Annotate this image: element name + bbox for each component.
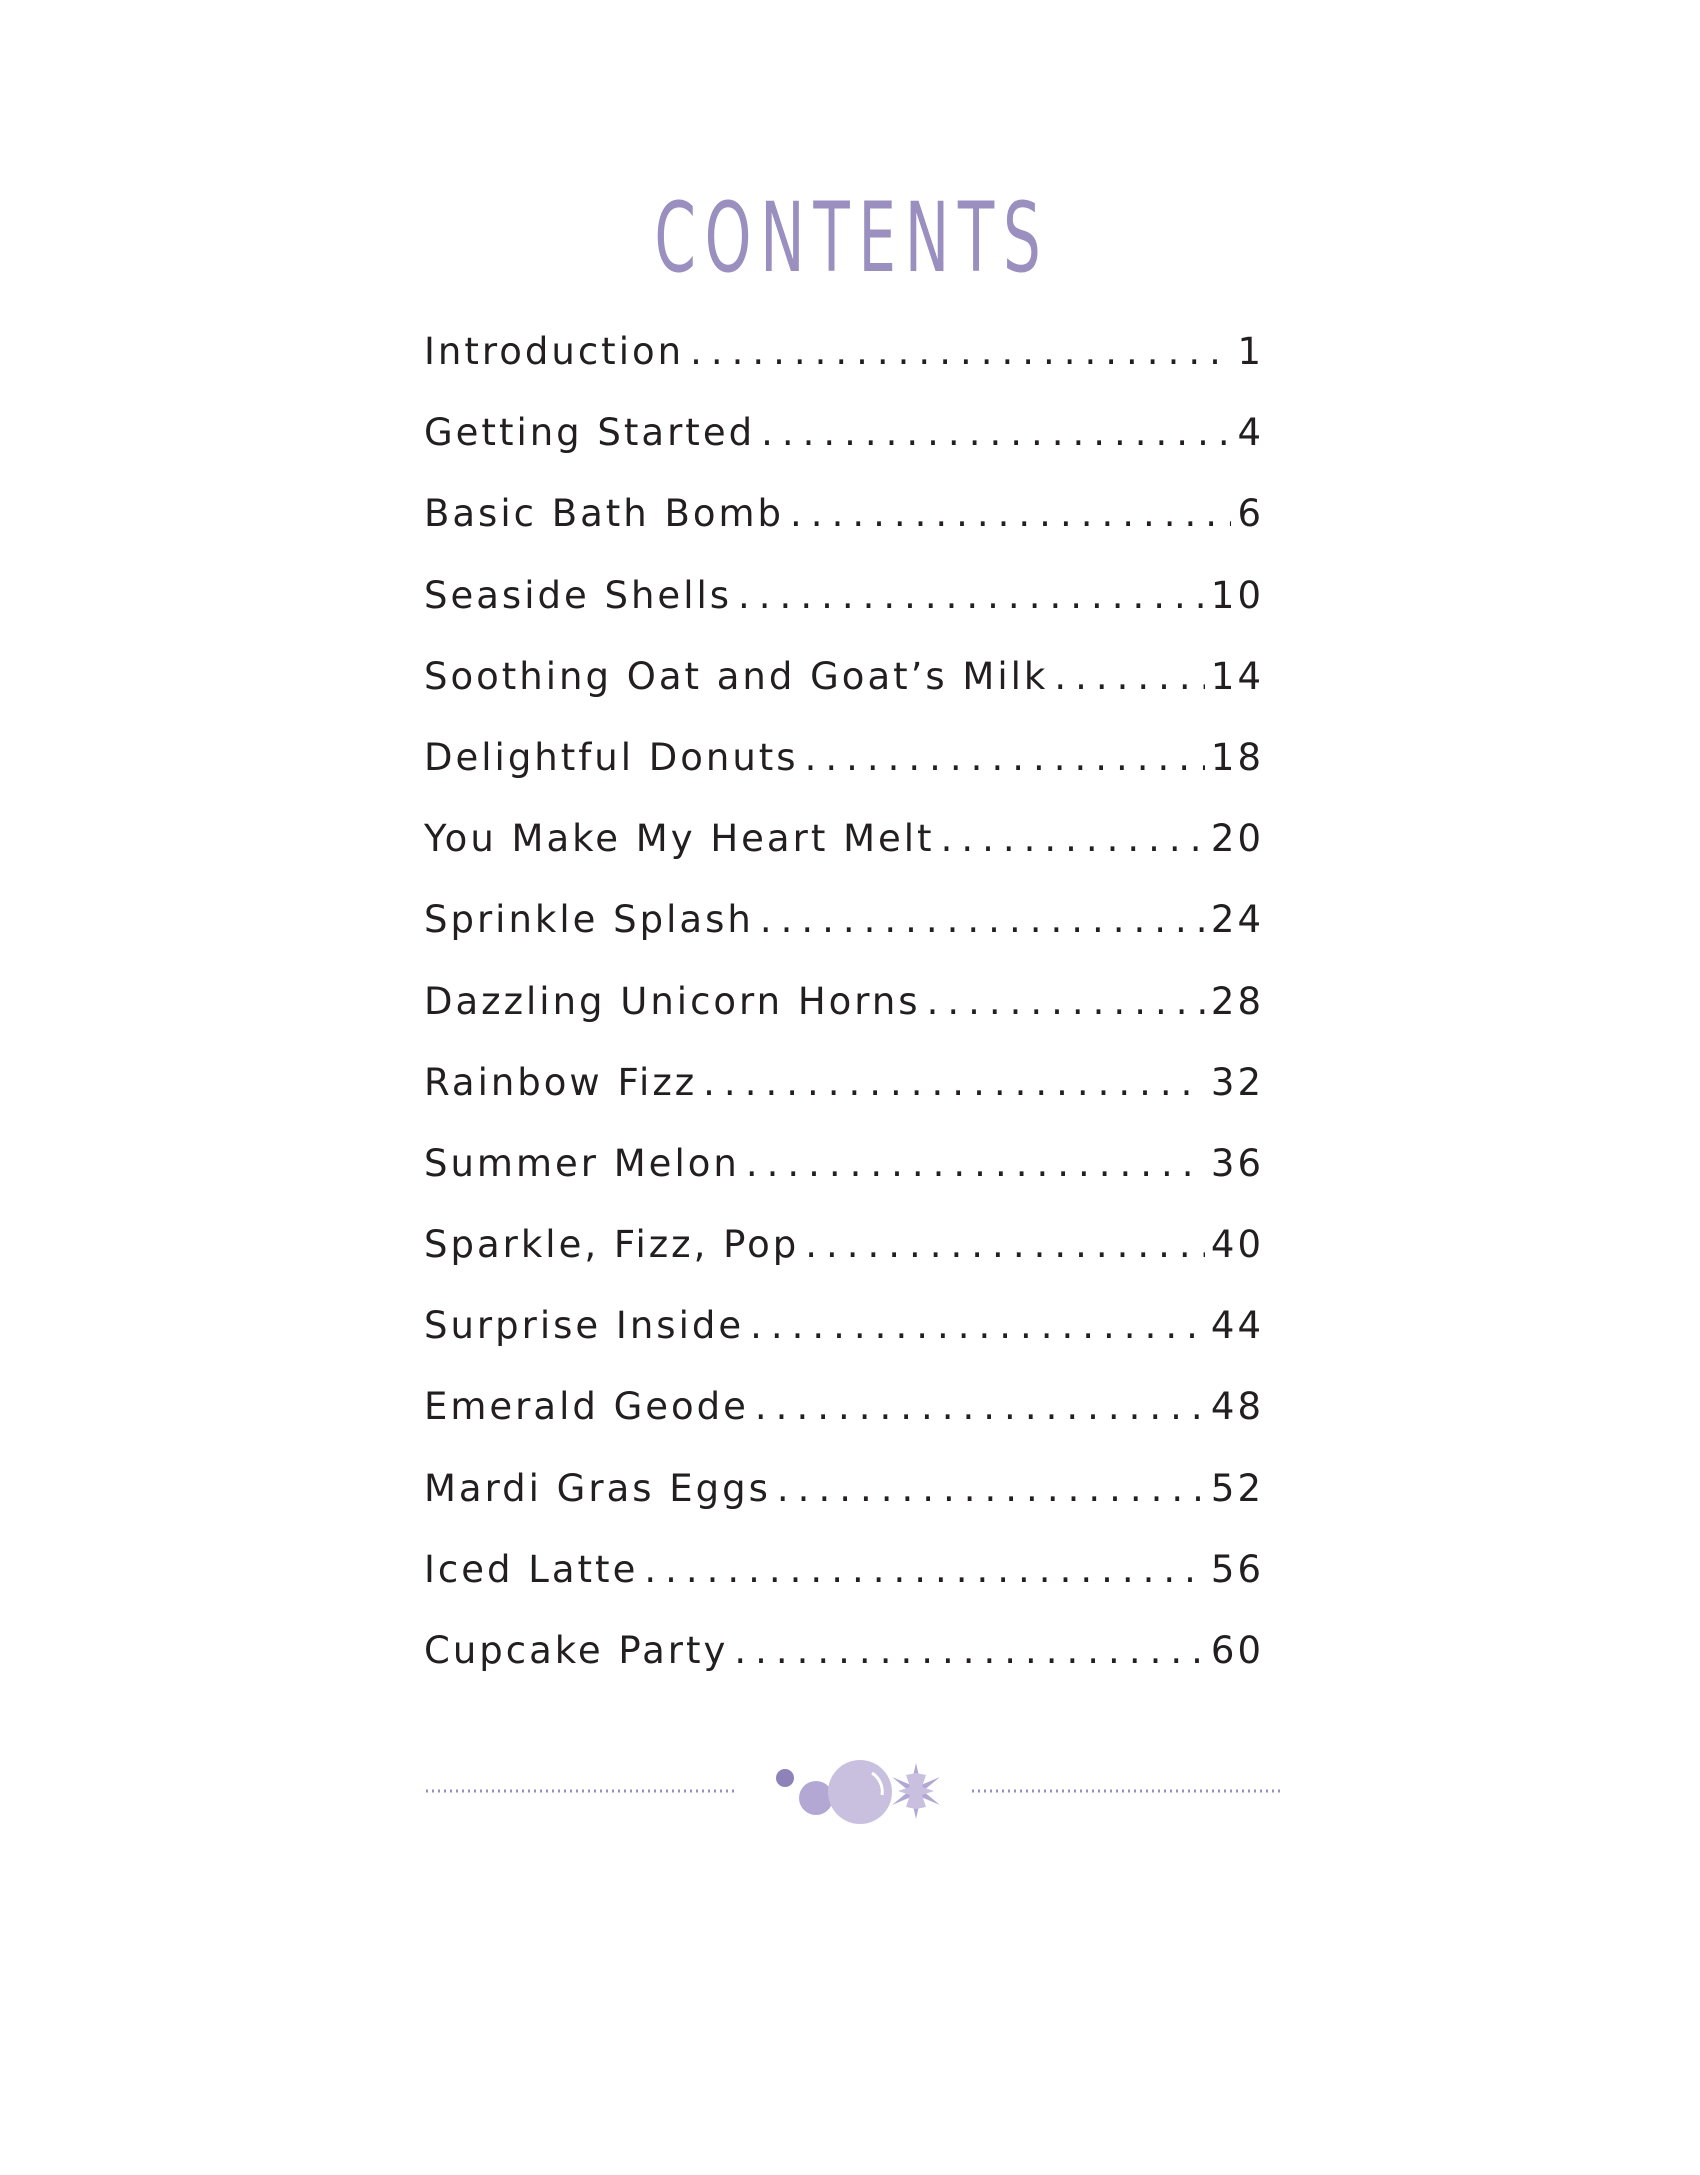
toc-entry-delightful-donuts[interactable] xyxy=(424,736,1264,817)
toc-entry-sparkle-fizz-pop[interactable] xyxy=(424,1223,1264,1304)
toc-leader-dots xyxy=(760,898,1205,941)
toc-leader-dots xyxy=(690,330,1231,373)
toc-entry-label: Sprinkle Splash xyxy=(424,898,754,942)
toc-entry-label: Soothing Oat and Goat’s Milk xyxy=(424,654,1049,698)
toc-entry-page: 28 xyxy=(1210,979,1264,1023)
bubble-small-icon xyxy=(776,1769,794,1787)
toc-leader-dots xyxy=(750,1304,1205,1347)
toc-leader-dots xyxy=(805,1223,1205,1266)
toc-entry-label: Mardi Gras Eggs xyxy=(424,1466,771,1510)
toc-entry-label: Cupcake Party xyxy=(424,1629,729,1672)
toc-entry-label: Basic Bath Bomb xyxy=(424,492,785,536)
toc-leader-dots xyxy=(755,1385,1205,1428)
toc-entry-emerald-geode[interactable] xyxy=(424,1385,1264,1466)
toc-entry-page: 56 xyxy=(1210,1547,1264,1591)
toc-entry-label: Summer Melon xyxy=(424,1141,740,1185)
toc-entry-page: 4 xyxy=(1237,411,1264,455)
toc-entry-sprinkle-splash[interactable] xyxy=(424,898,1264,979)
toc-entry-seaside-shells[interactable] xyxy=(424,574,1264,655)
toc-entry-page: 10 xyxy=(1210,573,1264,617)
toc-entry-label: You Make My Heart Melt xyxy=(424,817,935,861)
toc-entry-summer-melon[interactable] xyxy=(424,1142,1264,1223)
toc-entry-page: 52 xyxy=(1210,1466,1264,1510)
toc-entry-page: 48 xyxy=(1210,1385,1264,1429)
toc-leader-dots xyxy=(777,1467,1205,1510)
toc-entry-iced-latte[interactable] xyxy=(424,1548,1264,1629)
toc-entry-label: Dazzling Unicorn Horns xyxy=(424,979,921,1023)
toc-entry-unicorn-horns[interactable] xyxy=(424,980,1264,1061)
toc-leader-dots xyxy=(734,1629,1205,1672)
toc-entry-label: Delightful Donuts xyxy=(424,735,799,779)
table-of-contents xyxy=(424,330,1264,1710)
toc-leader-dots xyxy=(805,736,1205,779)
toc-leader-dots xyxy=(1054,655,1205,698)
toc-entry-page: 6 xyxy=(1237,492,1264,536)
toc-entry-page: 20 xyxy=(1210,817,1264,861)
toc-entry-surprise-inside[interactable] xyxy=(424,1304,1264,1385)
toc-entry-page: 18 xyxy=(1210,735,1264,779)
toc-entry-label: Surprise Inside xyxy=(424,1304,745,1348)
toc-entry-heart-melt[interactable] xyxy=(424,817,1264,898)
toc-entry-cupcake-party[interactable] xyxy=(424,1629,1264,1710)
toc-entry-page: 14 xyxy=(1210,654,1264,698)
toc-entry-introduction[interactable] xyxy=(424,330,1264,411)
toc-entry-label: Introduction xyxy=(424,330,685,373)
toc-entry-page: 60 xyxy=(1210,1629,1264,1672)
page-title: CONTENTS xyxy=(654,182,1050,294)
toc-entry-label: Getting Started xyxy=(424,411,756,455)
toc-entry-label: Seaside Shells xyxy=(424,573,733,617)
toc-entry-basic-bath-bomb[interactable] xyxy=(424,492,1264,573)
sparkle-star-icon xyxy=(892,1763,940,1819)
toc-leader-dots xyxy=(941,817,1205,860)
toc-entry-page: 32 xyxy=(1210,1060,1264,1104)
toc-entry-getting-started[interactable] xyxy=(424,411,1264,492)
toc-leader-dots xyxy=(644,1548,1205,1591)
toc-entry-page: 40 xyxy=(1210,1223,1264,1267)
toc-leader-dots xyxy=(761,411,1231,454)
toc-entry-label: Emerald Geode xyxy=(424,1385,749,1429)
toc-entry-page: 44 xyxy=(1210,1304,1264,1348)
toc-entry-label: Sparkle, Fizz, Pop xyxy=(424,1223,800,1267)
toc-entry-mardi-gras-eggs[interactable] xyxy=(424,1467,1264,1548)
toc-entry-soothing-oat[interactable] xyxy=(424,655,1264,736)
toc-leader-dots xyxy=(703,1061,1205,1104)
bubble-medium-icon xyxy=(799,1781,833,1815)
toc-entry-page: 36 xyxy=(1210,1141,1264,1185)
toc-entry-label: Iced Latte xyxy=(424,1547,639,1591)
toc-leader-dots xyxy=(738,574,1205,617)
toc-leader-dots xyxy=(746,1142,1205,1185)
toc-entry-label: Rainbow Fizz xyxy=(424,1060,698,1104)
toc-leader-dots xyxy=(790,492,1231,535)
toc-entry-page: 24 xyxy=(1210,898,1264,942)
toc-leader-dots xyxy=(927,980,1205,1023)
bubbles-divider-ornament xyxy=(420,1755,1290,1835)
toc-entry-page: 1 xyxy=(1237,330,1264,373)
toc-entry-rainbow-fizz[interactable] xyxy=(424,1061,1264,1142)
